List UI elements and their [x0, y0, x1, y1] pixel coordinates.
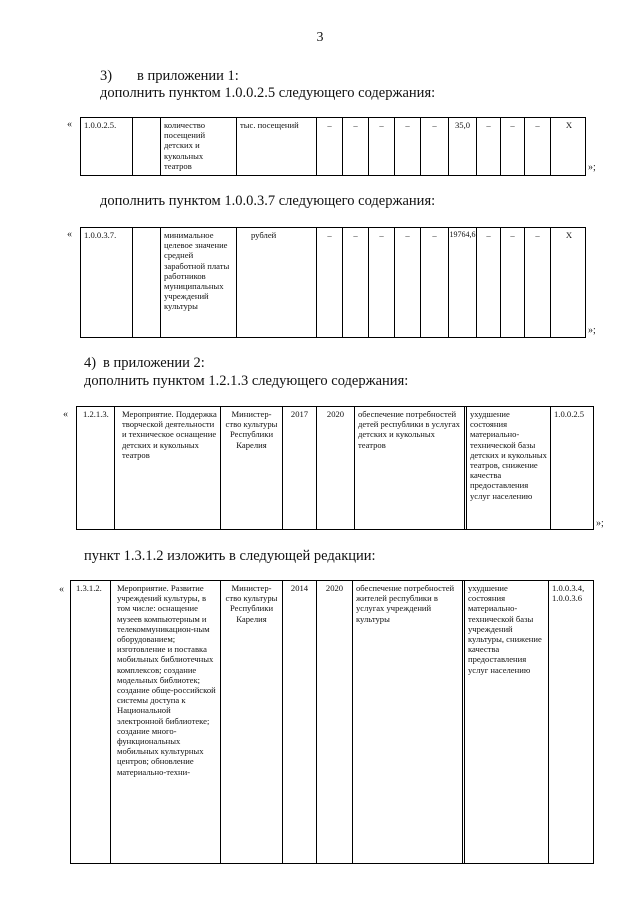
section-4-heading: в приложении 2:	[103, 355, 205, 371]
cell-unit: рублей	[237, 228, 317, 337]
cell-dash: –	[317, 228, 343, 337]
cell-dash: –	[477, 118, 501, 175]
add-item-1-2-1-3: дополнить пунктом 1.2.1.3 следующего содержания:	[84, 373, 409, 389]
cell-consequences: ухудшение состояния материально-технической базы учреждений культуры, снижение качества предоставления услуг населению	[465, 581, 549, 863]
cell-empty	[133, 228, 161, 337]
cell-code: 1.0.0.3.7.	[81, 228, 133, 337]
cell-start-year: 2017	[283, 407, 317, 529]
cell-dash: –	[525, 118, 551, 175]
indicator-table-1	[80, 117, 586, 176]
cell-dash: –	[343, 228, 369, 337]
cell-dash: –	[477, 228, 501, 337]
cell-value: 35,0	[449, 118, 477, 175]
cell-x: Х	[565, 230, 573, 240]
cell-activity-name: Мероприятие. Поддержка творческой деятельности и техническое оснащение детских и кукольных театров	[115, 407, 221, 529]
cell-start-year: 2014	[283, 581, 317, 863]
cell-dash: –	[395, 118, 421, 175]
close-quote: »;	[588, 325, 596, 336]
page-number: 3	[316, 30, 324, 45]
add-item-1-0-0-2-5: дополнить пунктом 1.0.0.2.5 следующего содержания:	[100, 85, 436, 101]
edit-item-1-3-1-2: пункт 1.3.1.2 изложить в следующей редакции:	[84, 548, 376, 564]
cell-indicator-link: 1.0.0.2.5	[554, 409, 585, 419]
open-quote: «	[67, 119, 72, 130]
close-quote: »;	[596, 518, 604, 529]
activity-table-2	[70, 580, 594, 864]
cell-expected-result: обеспечение потребностей жителей республики в услугах учреждений культуры	[353, 581, 465, 863]
cell-expected-result: обеспечение потребностей детей республики в услугах детских и кукольных театров	[355, 407, 467, 529]
cell-code: 1.3.1.2.	[71, 581, 111, 863]
cell-dash: –	[369, 118, 395, 175]
cell-dash: –	[369, 228, 395, 337]
section-4-number: 4)	[84, 355, 97, 371]
cell-ministry: Министер-ство культуры Республики Карелия	[221, 581, 283, 863]
cell-dash: –	[501, 228, 525, 337]
cell-value: 19764,6	[449, 228, 477, 337]
cell-dash: –	[421, 228, 449, 337]
cell-indicator-name: количество посещений детских и кукольных театров	[161, 118, 237, 175]
cell-unit: тыс. посещений	[237, 118, 317, 175]
cell-dash: –	[343, 118, 369, 175]
cell-indicator-name: минимальное целевое значение средней заработной платы работников муниципальных учреждений культуры	[161, 228, 237, 337]
open-quote: «	[63, 409, 68, 420]
close-quote: »;	[588, 162, 596, 173]
cell-end-year: 2020	[317, 581, 353, 863]
indicator-table-2	[80, 227, 586, 338]
cell-end-year: 2020	[317, 407, 355, 529]
cell-dash: –	[395, 228, 421, 337]
section-3-number: 3)	[100, 68, 113, 84]
section-3-heading: в приложении 1:	[137, 68, 239, 84]
cell-code: 1.2.1.3.	[77, 407, 115, 529]
cell-code: 1.0.0.2.5.	[81, 118, 133, 175]
cell-consequences: ухудшение состояния материально-технической базы детских и кукольных театров, снижение качества предоставления услуг населению	[467, 407, 551, 529]
cell-dash: –	[317, 118, 343, 175]
cell-dash: –	[525, 228, 551, 337]
activity-table-1	[76, 406, 594, 530]
open-quote: «	[67, 229, 72, 240]
cell-empty	[133, 118, 161, 175]
cell-x: Х	[565, 120, 573, 130]
cell-activity-name: Мероприятие. Развитие учреждений культуры, в том числе: оснащение музеев компьютерным и телекоммуникацион-ным оборудованием; изготовление и поставка мобильных библиотечных комплексов; создание модельных библиотек; создание обще-российской системы доступа к Национальной электронной библиотеке; создание много-функциональных мобильных культурных центров; обновление материально-техни-	[111, 581, 221, 863]
cell-ministry: Министер-ство культуры Республики Карелия	[221, 407, 283, 529]
open-quote: «	[59, 584, 64, 595]
cell-dash: –	[501, 118, 525, 175]
cell-indicator-link: 1.0.0.3.4, 1.0.0.3.6	[552, 583, 585, 604]
cell-dash: –	[421, 118, 449, 175]
add-item-1-0-0-3-7: дополнить пунктом 1.0.0.3.7 следующего содержания:	[100, 193, 436, 209]
